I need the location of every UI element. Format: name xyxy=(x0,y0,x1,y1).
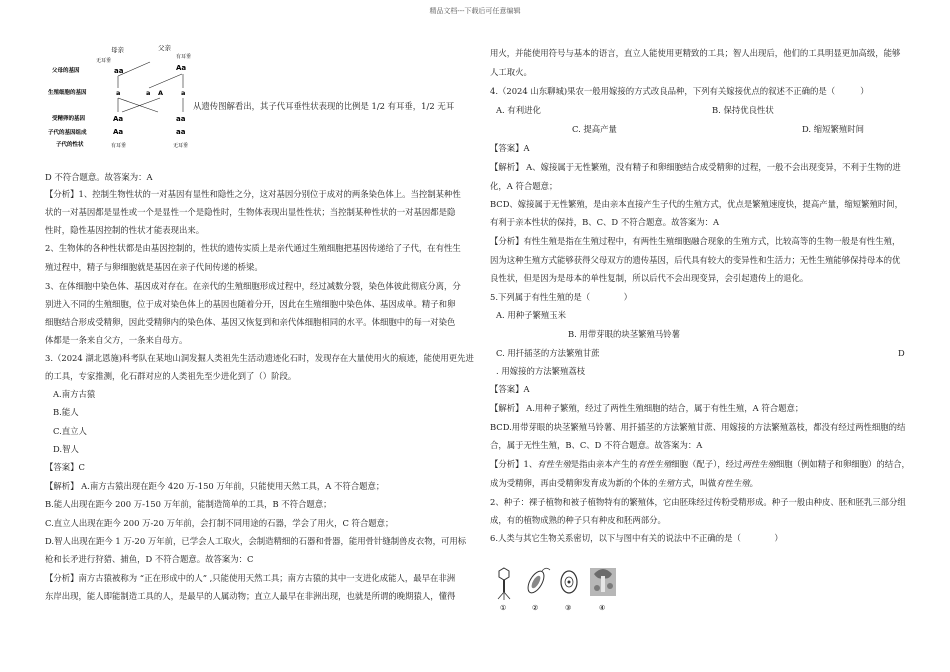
analysis-line: 2、生物体的各种性状都是由基因控制的，性状的遗传实质上是亲代通过生殖细胞把基因传递给了子代，在有性生 xyxy=(45,243,461,253)
answer-line: D 不符合题意。故答案为：A xyxy=(45,172,153,182)
organism-images xyxy=(494,562,624,612)
text-span: 细胞（例如精子和卵细胞）的结合， xyxy=(775,459,910,469)
analysis-line: 别进入不同的生殖细胞，位于成对染色体上的基因也随着分开，因此在生殖细胞中染色体、基因成单。精子和卵 xyxy=(45,299,456,309)
explanation-line: 枪和长矛进行狩猎、捕鱼，D 不符合题意。故答案为：C xyxy=(45,554,254,564)
analysis-line: 细胞结合形成受精卵，因此受精卵内的染色体、基因又恢复到和亲代体细胞相同的水平。体细胞中的每一对染色 xyxy=(45,317,456,327)
gamete-1: a xyxy=(116,89,121,97)
option-d: D. 缩短繁殖时间 xyxy=(802,124,864,134)
father-genotype: Aa xyxy=(176,64,187,72)
explanation-line: BCD、嫁接属于无性繁殖，是由亲本直接产生子代的生殖方式，优点是繁殖速度快，提高产量，缩短繁殖时间， xyxy=(490,199,904,209)
analysis-line: 2、种子：裸子植物和被子植物特有的繁殖体，它由胚珠经过传粉受精形成。种子一般由种皮、胚和胚乳三部分组 xyxy=(490,497,906,507)
zygote-2: aa xyxy=(176,115,186,123)
analysis-line xyxy=(490,457,910,471)
text-span: 有性生殖 xyxy=(537,459,571,469)
text-span: 是指由亲本产生的 xyxy=(570,459,638,469)
analysis-line: 体都是一条来自父方，一条来自母方。 xyxy=(45,335,188,345)
bacterium-image xyxy=(525,568,550,595)
yeast-cell-image xyxy=(561,571,577,593)
option-c: C. 用扦插茎的方法繁殖甘蔗 xyxy=(496,348,600,358)
option-a: A.南方古猿 xyxy=(53,389,96,399)
offspring-trait-1: 有耳垂 xyxy=(111,143,127,149)
text-span: 成为受精卵，再由受精卵发育成为新的个体的 xyxy=(490,478,658,488)
option-c: C.直立人 xyxy=(53,426,87,436)
explanation-line: 【解析】 A、嫁接属于无性繁殖，没有精子和卵细胞结合成受精卵的过程，一般不会出现变异，不利于生物的进 xyxy=(490,162,901,172)
text-span: 。 xyxy=(749,478,758,488)
diagram-conclusion: 从遗传图解看出，其子代耳垂性状表现的比例是 1/2 有耳垂，1/2 无耳 xyxy=(193,101,455,111)
row-offspring-traits: 子代的性状 xyxy=(56,142,84,148)
image-label-4: ④ xyxy=(599,604,606,612)
father-trait: 有耳垂 xyxy=(176,54,192,60)
genetic-diagram xyxy=(46,42,196,160)
virus-image xyxy=(498,568,510,600)
offspring-2: aa xyxy=(176,128,186,136)
question-3: 3.（2024 湖北恩施)科考队在某地山洞发掘人类祖先生活动遗迹化石时，发现存在大量使用火的痕迹，能使用更先进 xyxy=(45,353,474,363)
answer-line: 【答案】A xyxy=(490,384,530,394)
text-span: 两性生殖 xyxy=(742,459,776,469)
option-d: D.智人 xyxy=(53,444,79,454)
text-span: 有性生殖 xyxy=(716,478,750,488)
answer-line: 【答案】C xyxy=(45,462,85,472)
analysis-line: 【分析】南方古猿被称为 “正在形成中的人” ,只能使用天然工具；南方古猿的其中一支进化成能人，最早在非洲 xyxy=(45,573,456,583)
explanation-line: 有利于亲本性状的保持，B、C、D 不符合题意。故答案为：A xyxy=(490,217,719,227)
analysis-line: 3、在体细胞中染色体、基因成对存在。在亲代的生殖细胞形成过程中，经过减数分裂，染色体彼此彻底分离，分 xyxy=(45,281,461,291)
explanation-line: 合，属于无性生殖，B、C、D 不符合题意。故答案为：A xyxy=(490,440,703,450)
zygote-1: Aa xyxy=(113,115,124,123)
analysis-line: 人工取火。 xyxy=(490,67,532,77)
row-parents: 父母的基因 xyxy=(52,68,80,74)
offspring-trait-2: 无耳垂 xyxy=(173,143,189,149)
option-b: B. 用带芽眼的块茎繁殖马铃薯 xyxy=(568,329,680,339)
option-b: B. 保持优良性状 xyxy=(712,105,774,115)
analysis-line: 【分析】1、控制生物性状的一对基因有显性和隐性之分，这对基因分别位于成对的两条染色体上。当控制某种性 xyxy=(45,189,461,199)
image-label-3: ③ xyxy=(565,604,572,612)
analysis-line: 【分析】有性生殖是指在生殖过程中，有两性生殖细胞融合现象的生殖方式，比较高等的生物一般是有性生殖， xyxy=(490,236,901,246)
father-label: 父亲 xyxy=(158,44,171,52)
gamete-2: a xyxy=(146,89,151,97)
text-span: 方式，叫做 xyxy=(674,478,717,488)
analysis-line: 东岸出现，能人即能制造工具的人，是最早的人属动物；直立人最早在非洲出现，也就是所谓的晚期猿人，懂得 xyxy=(45,591,456,601)
text-span: 细胞（配子），经过 xyxy=(671,459,743,469)
explanation-line: 化，A 符合题意； xyxy=(490,181,558,191)
option-c: C. 提高产量 xyxy=(572,124,617,134)
row-offspring-genes: 子代的基因组成 xyxy=(48,130,87,136)
explanation-line: 【解析】 A.用种子繁殖，经过了两性生殖细胞的结合，属于有性生殖，A 符合题意； xyxy=(490,403,804,413)
explanation-line: C.直立人出现在距今 200 万-20 万年前，会打制不同用途的石器，学会了用火，C 符合题意； xyxy=(45,518,394,528)
option-d-letter: D xyxy=(898,348,905,358)
analysis-line: 良性状，但是因为是母本的单性复制，所以后代不会出现变异，会引起遗传上的退化。 xyxy=(490,273,809,283)
analysis-line: 用火，并能使用符号与基本的语言，直立人能使用更精致的工具；智人出现后，他们的工具明显更加高级，能够 xyxy=(490,48,901,58)
mother-trait: 无耳垂 xyxy=(96,58,112,64)
offspring-1: Aa xyxy=(113,128,124,136)
mushroom-image xyxy=(590,568,616,596)
analysis-line: 性时，隐性基因控制的性状才能表现出来。 xyxy=(45,225,205,235)
page-header: 精品文档---下载后可任意编辑 xyxy=(429,7,521,15)
image-label-2: ② xyxy=(532,604,539,612)
question-4: 4.（2024 山东聊城)果农一般用嫁接的方式改良品种，下列有关嫁接优点的叙述不正确的是（ ） xyxy=(490,86,869,96)
text-span: 【分析】1、 xyxy=(490,459,538,469)
explanation-line: 【解析】 A.南方古猿出现在距今 420 万-150 万年前，只能使用天然工具，A 不符合题意； xyxy=(45,481,385,491)
analysis-line: 殖过程中，精子与卵细胞就是基因在亲子代间传递的桥梁。 xyxy=(45,262,263,272)
row-zygote: 受精卵的基因 xyxy=(52,116,86,122)
option-b: B.能人 xyxy=(53,407,79,417)
question-5: 5.下列属于有性生殖的是（ ） xyxy=(490,292,632,302)
analysis-line: 因为这种生殖方式能够获得父母双方的遗传基因，后代具有较大的变异性和生活力；无性生殖能够保持母本的优 xyxy=(490,255,901,265)
gamete-4: a xyxy=(181,89,186,97)
mother-label: 母亲 xyxy=(111,46,124,54)
option-d: . 用嫁接的方法繁殖荔枝 xyxy=(496,366,586,376)
analysis-line: 状的一对基因都是显性或一个是显性一个是隐性时，生物体表现出显性性状；当控制某种性状的一对基因都是隐 xyxy=(45,207,456,217)
question-6: 6.人类与其它生物关系密切，以下与图中有关的说法中不正确的是（ ） xyxy=(490,533,783,543)
option-a: A. 有利进化 xyxy=(496,105,541,115)
row-gametes: 生殖细胞的基因 xyxy=(48,90,87,96)
text-span: 生殖 xyxy=(657,478,675,488)
image-label-1: ① xyxy=(500,604,507,612)
analysis-line: 成，有的植物成熟的种子只有种皮和胚两部分。 xyxy=(490,515,666,525)
gamete-3: A xyxy=(158,89,164,97)
explanation-line: D.智人出现在距今 1 万-20 万年前，已学会人工取火，会制造精细的石器和骨器，能用骨针缝制兽皮衣物，可用标 xyxy=(45,536,467,546)
explanation-line: B.能人出现在距今 200 万-150 万年前，能制造简单的工具，B 不符合题意； xyxy=(45,499,332,509)
explanation-line: BCD.用带芽眼的块茎繁殖马铃薯、用扦插茎的方法繁殖甘蔗、用嫁接的方法繁殖荔枝，都没有经过两性细胞的结 xyxy=(490,422,906,432)
analysis-line xyxy=(490,476,758,490)
mother-genotype: aa xyxy=(114,67,124,75)
text-span: 有性生殖 xyxy=(637,459,672,469)
question-3: 的工具，专家推测，化石群对应的人类祖先至少进化到了（）阶段。 xyxy=(45,371,297,381)
option-a: A. 用种子繁殖玉米 xyxy=(496,310,566,320)
answer-line: 【答案】A xyxy=(490,143,530,153)
